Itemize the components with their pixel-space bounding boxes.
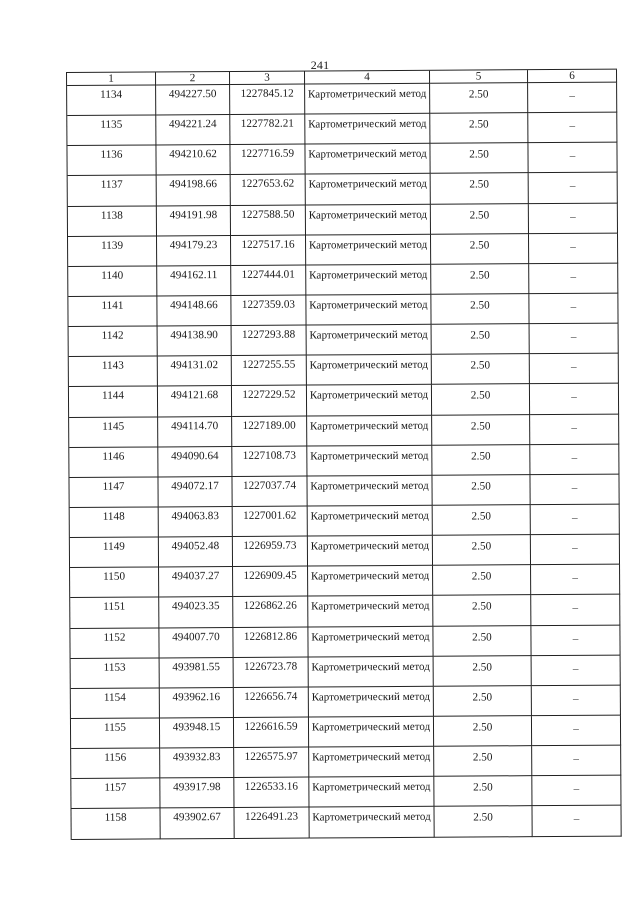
y-coordinate-cell: 1226491.23 [235, 808, 310, 839]
method-cell: Картометрический метод [309, 717, 434, 748]
y-coordinate-cell: 1227293.88 [232, 326, 307, 357]
point-number-cell: 1141 [68, 296, 157, 327]
x-coordinate-cell: 494121.68 [158, 386, 232, 417]
method-cell: Картометрический метод [307, 355, 432, 386]
method-cell: Картометрический метод [306, 265, 431, 296]
note-cell: – [530, 474, 619, 505]
table-row [67, 113, 617, 146]
y-coordinate-cell: 1226616.59 [234, 717, 309, 748]
note-cell: – [532, 685, 621, 716]
accuracy-cell: 2.50 [432, 324, 530, 355]
note-cell: – [531, 625, 620, 656]
table-row [72, 806, 622, 839]
y-coordinate-cell: 1226656.74 [234, 687, 309, 718]
table-row [68, 263, 618, 296]
point-number-cell: 1154 [71, 688, 160, 719]
point-number-cell: 1157 [71, 779, 160, 810]
y-coordinate-cell: 1226959.73 [233, 537, 308, 568]
x-coordinate-cell: 493932.83 [160, 748, 234, 779]
x-coordinate-cell: 494210.62 [156, 145, 230, 176]
point-number-cell: 1150 [70, 568, 159, 599]
table-row [70, 595, 620, 628]
table-row [68, 294, 618, 327]
y-coordinate-cell: 1227108.73 [232, 446, 307, 477]
x-coordinate-cell: 494090.64 [158, 447, 232, 478]
method-cell: Картометрический метод [309, 656, 434, 687]
note-cell: – [528, 113, 617, 144]
table-row [71, 655, 621, 688]
accuracy-cell: 2.50 [434, 716, 532, 747]
note-cell: – [532, 655, 621, 686]
method-cell: Картометрический метод [306, 234, 431, 265]
table-row [70, 505, 620, 538]
coordinates-table [66, 69, 622, 840]
method-cell: Картометрический метод [308, 506, 433, 537]
x-coordinate-cell: 494063.83 [159, 507, 233, 538]
x-coordinate-cell: 494191.98 [157, 206, 231, 237]
accuracy-cell: 2.50 [431, 264, 529, 295]
y-coordinate-cell: 1227037.74 [232, 476, 307, 507]
y-coordinate-cell: 1227229.52 [232, 386, 307, 417]
table-row [68, 203, 618, 236]
method-cell: Картометрический метод [306, 174, 431, 205]
note-cell: – [531, 505, 620, 536]
table-row [69, 474, 619, 507]
accuracy-cell: 2.50 [430, 83, 528, 114]
column-header-5: 5 [430, 70, 528, 84]
note-cell: – [532, 746, 621, 777]
point-number-cell: 1142 [69, 327, 158, 358]
table-body [67, 83, 622, 840]
method-cell: Картометрический метод [305, 114, 430, 145]
note-cell: – [531, 565, 620, 596]
x-coordinate-cell: 494131.02 [158, 356, 232, 387]
method-cell: Картометрический метод [307, 385, 432, 416]
x-coordinate-cell: 493948.15 [160, 718, 234, 749]
table-row [69, 384, 619, 417]
accuracy-cell: 2.50 [432, 385, 530, 416]
note-cell: – [529, 173, 618, 204]
method-cell: Картометрический метод [308, 536, 433, 567]
point-number-cell: 1149 [70, 538, 159, 569]
column-header-6: 6 [528, 70, 617, 84]
y-coordinate-cell: 1227359.03 [231, 296, 306, 327]
table-row [71, 685, 621, 718]
table-row [70, 625, 620, 658]
method-cell: Картометрический метод [305, 84, 430, 115]
point-number-cell: 1135 [67, 116, 156, 147]
accuracy-cell: 2.50 [433, 565, 531, 596]
page-number: 241 [310, 58, 330, 72]
note-cell: – [530, 444, 619, 475]
point-number-cell: 1138 [68, 206, 157, 237]
column-header-3: 3 [230, 72, 305, 85]
accuracy-cell: 2.50 [434, 746, 532, 777]
table-row [69, 354, 619, 387]
y-coordinate-cell: 1226575.97 [234, 748, 309, 779]
table-row [68, 173, 618, 206]
point-number-cell: 1158 [72, 809, 161, 840]
y-coordinate-cell: 1227782.21 [230, 115, 305, 146]
x-coordinate-cell: 494007.70 [159, 628, 233, 659]
accuracy-cell: 2.50 [432, 354, 530, 385]
accuracy-cell: 2.50 [431, 234, 529, 265]
table-row [67, 143, 617, 176]
x-coordinate-cell: 494148.66 [157, 296, 231, 327]
y-coordinate-cell: 1227189.00 [232, 416, 307, 447]
method-cell: Картометрический метод [307, 476, 432, 507]
y-coordinate-cell: 1227001.62 [233, 507, 308, 538]
note-cell: – [528, 83, 617, 114]
table-row [69, 444, 619, 477]
y-coordinate-cell: 1227588.50 [231, 205, 306, 236]
x-coordinate-cell: 493902.67 [161, 808, 235, 839]
point-number-cell: 1137 [68, 176, 157, 207]
table-row [70, 535, 620, 568]
table-row [71, 776, 621, 809]
accuracy-cell: 2.50 [430, 143, 528, 174]
x-coordinate-cell: 494198.66 [157, 175, 231, 206]
accuracy-cell: 2.50 [432, 415, 530, 446]
x-coordinate-cell: 494221.24 [156, 115, 230, 146]
y-coordinate-cell: 1227716.59 [230, 145, 305, 176]
note-cell: – [530, 354, 619, 385]
point-number-cell: 1148 [70, 507, 159, 538]
note-cell: – [532, 776, 621, 807]
column-header-1: 1 [67, 72, 156, 86]
accuracy-cell: 2.50 [433, 535, 531, 566]
table-row [69, 414, 619, 447]
table-row [71, 746, 621, 779]
note-cell: – [531, 595, 620, 626]
x-coordinate-cell: 494052.48 [159, 537, 233, 568]
y-coordinate-cell: 1226533.16 [234, 778, 309, 809]
method-cell: Картометрический метод [308, 566, 433, 597]
method-cell: Картометрический метод [309, 777, 434, 808]
point-number-cell: 1152 [70, 628, 159, 659]
note-cell: – [529, 233, 618, 264]
method-cell: Картометрический метод [307, 445, 432, 476]
x-coordinate-cell: 493981.55 [160, 658, 234, 689]
accuracy-cell: 2.50 [433, 505, 531, 536]
accuracy-cell: 2.50 [432, 475, 530, 506]
accuracy-cell: 2.50 [431, 174, 529, 205]
point-number-cell: 1145 [69, 417, 158, 448]
method-cell: Картометрический метод [306, 295, 431, 326]
method-cell: Картометрический метод [308, 596, 433, 627]
y-coordinate-cell: 1227517.16 [231, 235, 306, 266]
accuracy-cell: 2.50 [431, 204, 529, 235]
x-coordinate-cell: 494114.70 [158, 417, 232, 448]
x-coordinate-cell: 494162.11 [157, 266, 231, 297]
point-number-cell: 1139 [68, 236, 157, 267]
point-number-cell: 1140 [68, 266, 157, 297]
note-cell: – [528, 143, 617, 174]
accuracy-cell: 2.50 [434, 656, 532, 687]
table-row [68, 233, 618, 266]
point-number-cell: 1146 [69, 447, 158, 478]
y-coordinate-cell: 1227255.55 [232, 356, 307, 387]
method-cell: Картометрический метод [309, 807, 434, 838]
y-coordinate-cell: 1227845.12 [230, 85, 305, 116]
note-cell: – [529, 203, 618, 234]
x-coordinate-cell: 493917.98 [160, 778, 234, 809]
method-cell: Картометрический метод [309, 747, 434, 778]
note-cell: – [529, 294, 618, 325]
method-cell: Картометрический метод [309, 687, 434, 718]
accuracy-cell: 2.50 [431, 294, 529, 325]
method-cell: Картометрический метод [307, 415, 432, 446]
x-coordinate-cell: 494138.90 [158, 326, 232, 357]
x-coordinate-cell: 494179.23 [157, 236, 231, 267]
column-header-2: 2 [156, 72, 230, 85]
accuracy-cell: 2.50 [434, 776, 532, 807]
point-number-cell: 1151 [70, 598, 159, 629]
x-coordinate-cell: 494037.27 [159, 567, 233, 598]
point-number-cell: 1143 [69, 357, 158, 388]
note-cell: – [532, 716, 621, 747]
note-cell: – [532, 806, 621, 837]
method-cell: Картометрический метод [308, 626, 433, 657]
table-row [69, 324, 619, 357]
point-number-cell: 1144 [69, 387, 158, 418]
point-number-cell: 1153 [71, 658, 160, 689]
x-coordinate-cell: 494227.50 [156, 85, 230, 116]
method-cell: Картометрический метод [306, 204, 431, 235]
point-number-cell: 1155 [71, 718, 160, 749]
table-row [70, 565, 620, 598]
accuracy-cell: 2.50 [434, 807, 532, 838]
point-number-cell: 1136 [67, 146, 156, 177]
accuracy-cell: 2.50 [433, 626, 531, 657]
x-coordinate-cell: 494023.35 [159, 597, 233, 628]
y-coordinate-cell: 1226723.78 [234, 657, 309, 688]
point-number-cell: 1147 [69, 477, 158, 508]
method-cell: Картометрический метод [307, 325, 432, 356]
accuracy-cell: 2.50 [433, 596, 531, 627]
y-coordinate-cell: 1226909.45 [233, 567, 308, 598]
y-coordinate-cell: 1227444.01 [231, 265, 306, 296]
note-cell: – [531, 535, 620, 566]
y-coordinate-cell: 1226812.86 [233, 627, 308, 658]
note-cell: – [530, 384, 619, 415]
y-coordinate-cell: 1227653.62 [231, 175, 306, 206]
table-row [67, 83, 617, 116]
y-coordinate-cell: 1226862.26 [233, 597, 308, 628]
note-cell: – [530, 414, 619, 445]
accuracy-cell: 2.50 [434, 686, 532, 717]
point-number-cell: 1156 [71, 749, 160, 780]
table-row [71, 716, 621, 749]
x-coordinate-cell: 493962.16 [160, 688, 234, 719]
column-header-4: 4 [305, 71, 430, 85]
x-coordinate-cell: 494072.17 [158, 477, 232, 508]
accuracy-cell: 2.50 [430, 113, 528, 144]
accuracy-cell: 2.50 [432, 445, 530, 476]
method-cell: Картометрический метод [305, 144, 430, 175]
point-number-cell: 1134 [67, 85, 156, 116]
note-cell: – [530, 324, 619, 355]
note-cell: – [529, 263, 618, 294]
